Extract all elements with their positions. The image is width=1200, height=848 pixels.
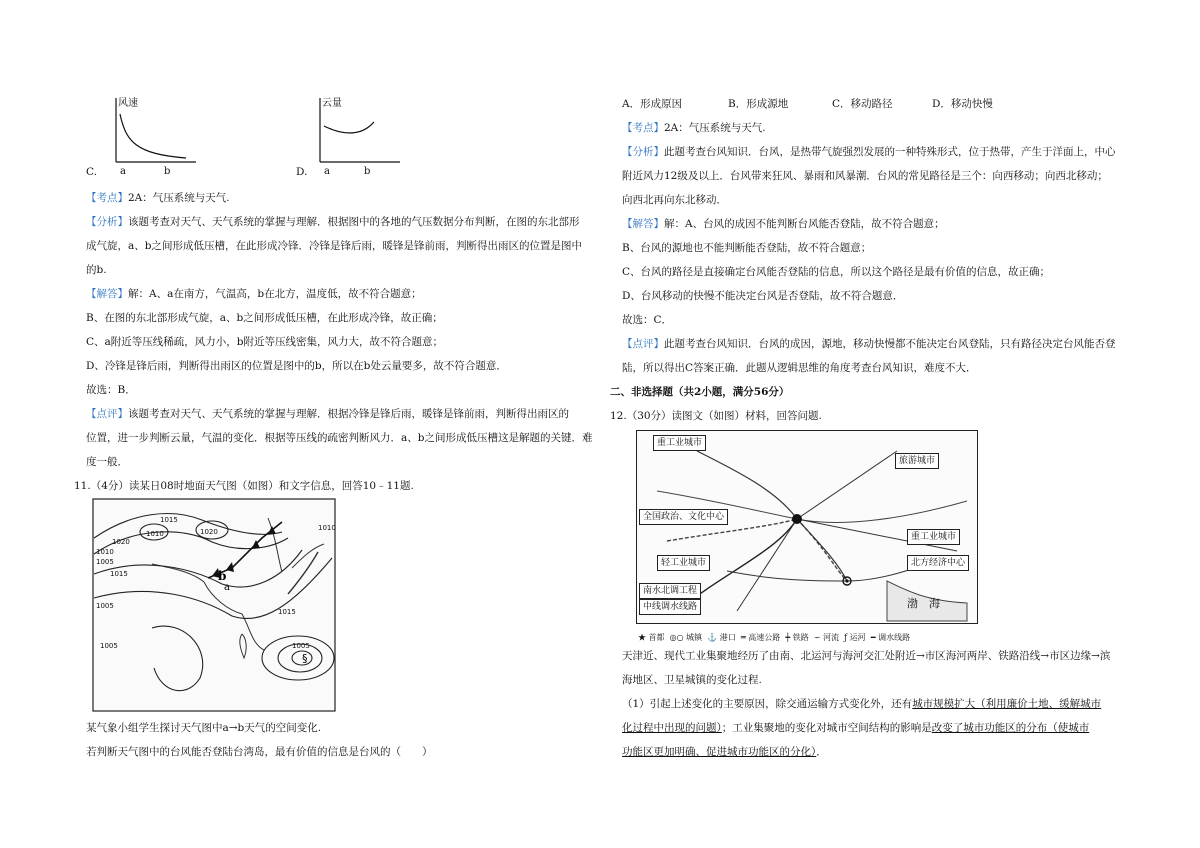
r-jieda-line-3: C、台风的路径是直接确定台风能否登陆的信息，所以这个路径是最有价值的信息，故正确； <box>622 266 1051 278</box>
isobar-label: 1005 <box>96 558 114 566</box>
r-dianping-line-1 <box>622 332 1116 356</box>
r-jieda-line-2: B、台风的源地也不能判断能否登陆，故不符合题意； <box>622 242 872 254</box>
fenxi-line-2: 成气旋，a、b之间形成低压槽，在此形成冷锋．冷锋是锋后雨，暖锋是锋前雨，判断得出雨区的位置是图中 <box>86 240 582 252</box>
dianping-text-1: 该题考查对天气、天气系统的掌握与理解．根据冷锋是锋后雨，暖锋是锋前雨，判断得出雨区的 <box>128 408 569 420</box>
option-a: A．形成原因 <box>622 98 683 110</box>
r-jieda-line-1 <box>622 212 945 236</box>
isobar-label: 1010 <box>96 548 114 556</box>
label-north-econ-center: 北方经济中心 <box>907 555 969 571</box>
label-s2n-line: 中线调水线路 <box>639 599 701 615</box>
chart-d-ylabel: 云量 <box>322 98 342 109</box>
label-light-industry: 轻工业城市 <box>657 555 710 571</box>
fenxi-line-3: 的b. <box>86 264 107 276</box>
jieda-text-1: 解：A、a在南方，气温高，b在北方，温度低，故不符合题意； <box>128 288 422 300</box>
label-tourism-city: 旅游城市 <box>895 453 939 469</box>
r-dianping-tag: 【点评】 <box>622 338 664 350</box>
r-fenxi-line-2: 附近风力12级及以上．台风带来狂风、暴雨和风暴潮．台风的常见路径是三个：向西移动；向西北移动； <box>622 170 1108 182</box>
point-b: b <box>218 569 227 583</box>
jieda-line-2: B、在图的东北部形成气旋，a、b之间形成低压槽，在此形成冷锋，故正确； <box>86 312 443 324</box>
chart-d-a: a <box>324 166 330 177</box>
chart-d-b: b <box>364 166 371 177</box>
answer-1-line-2 <box>622 716 1089 740</box>
kaodian-line <box>86 186 230 210</box>
jieda-line-1 <box>86 282 422 306</box>
option-b: B．形成源地 <box>728 98 789 110</box>
fenxi-line-1 <box>86 210 580 234</box>
r-dianping-text-1: 此题考查台风知识．台风的成因，源地，移动快慢都不能决定台风登陆，只有路径决定台风能否登 <box>664 338 1116 350</box>
r-kaodian-text: 2A：气压系统与天气. <box>664 122 766 134</box>
legend-canal: 运河 <box>849 633 866 642</box>
isobar-label: 1010 <box>146 530 164 538</box>
jieda-line-4: D、冷锋是锋后雨，判断得出雨区的位置是图中的b，所以在b处云量要多，故不符合题意． <box>86 360 507 372</box>
legend-water-line: 调水线路 <box>878 633 911 642</box>
option-c-label: C. <box>86 166 97 178</box>
town-icon: ◎○ <box>669 633 684 642</box>
tianjin-map <box>636 430 978 624</box>
river-icon: ∽ <box>813 633 821 642</box>
answer-1-blank-2b: 功能区更加明确、促进城市功能区的分化） <box>622 746 817 758</box>
question-12: 12.（30分）读图文（如图）材料，回答问题. <box>610 410 822 422</box>
dianping-line-2: 位置，进一步判断云量，气温的变化．根据等压线的疏密判断风力．a、b之间形成低压槽这是解题的关键．难 <box>86 432 593 444</box>
railway-icon: ┿ <box>785 633 791 642</box>
answer-1-line-1 <box>622 692 1101 716</box>
label-heavy-industry-2: 重工业城市 <box>907 529 960 545</box>
r-fenxi-text-1: 此题考查台风知识．台风，是热带气旋强烈发展的一种特殊形式，位于热带，产生于洋面上，中心 <box>664 146 1116 158</box>
isobar-label: 1015 <box>160 516 178 524</box>
port-icon: ⚓ <box>707 633 718 642</box>
isobar-label: 1020 <box>112 538 130 546</box>
legend-town: 城镇 <box>686 633 703 642</box>
r-jieda-line-4: D、台风移动的快慢不能决定台风是否登陆，故不符合题意． <box>622 290 904 302</box>
q12-paragraph-1: 天津近、现代工业集聚地经历了由南、北运河与海河交汇处附近→市区海河两岸、铁路沿线→市区边缘→滨 <box>622 650 1111 662</box>
label-heavy-industry-1: 重工业城市 <box>653 435 706 451</box>
chart-c-a: a <box>120 166 126 177</box>
weather-map <box>92 498 336 712</box>
jieda-tag: 【解答】 <box>86 288 128 300</box>
option-d: D．移动快慢 <box>932 98 993 110</box>
r-jieda-tag: 【解答】 <box>622 218 664 230</box>
r-fenxi-line-3: 向西北再向东北移动． <box>622 194 727 206</box>
dianping-tag: 【点评】 <box>86 408 128 420</box>
question-11-text-1: 某气象小组学生探讨天气图中a→b天气的空间变化. <box>86 722 322 734</box>
capital-icon: ★ <box>638 633 646 642</box>
isobar-label: 1020 <box>200 528 218 536</box>
answer-1-blank-1b: 化过程中出现的问题） <box>622 722 722 734</box>
label-bohai-sea: 渤 海 <box>907 597 940 610</box>
option-d-label: D. <box>296 166 308 178</box>
answer-1-mid: ；工业集聚地的变化对城市空间结构的影响是 <box>721 722 932 734</box>
q12-paragraph-2: 海地区、卫星城镇的变化过程. <box>622 674 762 686</box>
answer-1-line-3 <box>622 740 827 764</box>
answer-1-blank-1: 城市规模扩大（利用廉价土地、缓解城市 <box>912 698 1102 710</box>
jieda-line-3: C、a附近等压线稀疏，风力小，b附近等压线密集，风力大，故不符合题意； <box>86 336 444 348</box>
answer-1-end: ． <box>816 746 827 758</box>
isobar-label: 1010 <box>318 524 336 532</box>
guxuan-line: 故选：B． <box>86 384 136 396</box>
r-dianping-line-2: 陆，所以得出C答案正确．此题从逻辑思维的角度考查台风知识，难度不大． <box>622 362 977 374</box>
question-11-text-2: 若判断天气图中的台风能否登陆台湾岛，最有价值的信息是台风的（ ） <box>86 746 433 758</box>
water-line-icon: ━ <box>870 633 876 642</box>
isobar-label: 1005 <box>100 642 118 650</box>
legend-highway: 高速公路 <box>748 633 781 642</box>
isobar-label: 1005 <box>292 642 310 650</box>
legend-river: 河流 <box>823 633 840 642</box>
kaodian-text: 2A：气压系统与天气. <box>128 192 230 204</box>
r-kaodian-line <box>622 116 766 140</box>
legend-capital: 首都 <box>648 633 665 642</box>
answer-1-blank-2: 改变了城市功能区的分布（使城市 <box>931 722 1090 734</box>
chart-c-b: b <box>164 166 171 177</box>
kaodian-tag: 【考点】 <box>86 192 128 204</box>
option-c: C．移动路径 <box>832 98 893 110</box>
chart-c-ylabel: 风速 <box>118 98 138 109</box>
question-11: 11.（4分）读某日08时地面天气图（如图）和文字信息，回答10﹣11题. <box>74 480 414 492</box>
isobar-label: 1005 <box>96 602 114 610</box>
fenxi-text-1: 该题考查对天气、天气系统的掌握与理解．根据图中的各地的气压数据分布判断，在图的东北部形 <box>128 216 580 228</box>
legend-port: 港口 <box>719 633 736 642</box>
dianping-line-1 <box>86 402 569 426</box>
r-kaodian-tag: 【考点】 <box>622 122 664 134</box>
legend-railway: 铁路 <box>792 633 809 642</box>
dianping-line-3: 度一般． <box>86 456 128 468</box>
r-jieda-text-1: 解：A、台风的成因不能判断台风能否登陆，故不符合题意； <box>664 218 945 230</box>
highway-icon: ═ <box>740 633 746 642</box>
label-s2n-project: 南水北调工程 <box>639 583 701 599</box>
isobar-label: 1015 <box>110 570 128 578</box>
typhoon-icon: § <box>302 652 308 665</box>
canal-icon: ƒ <box>844 633 848 642</box>
r-fenxi-tag: 【分析】 <box>622 146 664 158</box>
point-a: a <box>224 582 230 593</box>
label-capital: 全国政治、文化中心 <box>639 509 728 525</box>
r-fenxi-line-1 <box>622 140 1116 164</box>
isobar-label: 1015 <box>278 608 296 616</box>
answer-1-prefix: （1）引起上述变化的主要原因，除交通运输方式变化外，还有 <box>622 698 913 710</box>
fenxi-tag: 【分析】 <box>86 216 128 228</box>
r-guxuan: 故选：C． <box>622 314 673 326</box>
section-2-heading: 二、非选择题（共2小题，满分56分） <box>610 386 790 398</box>
